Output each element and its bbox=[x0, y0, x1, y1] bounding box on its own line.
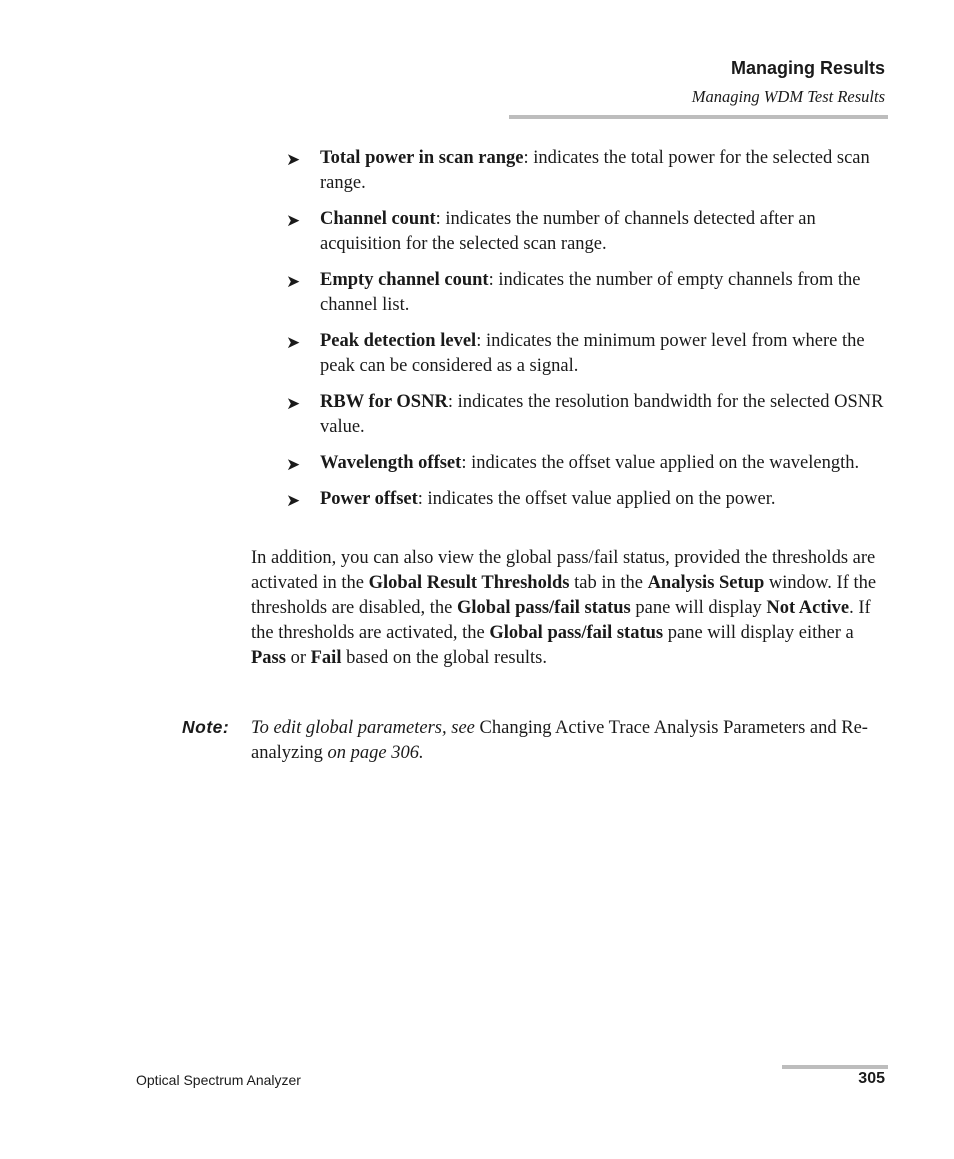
bullet-list bbox=[283, 146, 893, 523]
bullet-term: RBW for OSNR bbox=[320, 392, 448, 412]
bullet-description: : indicates the resolution bandwidth for the selected OSNR value. bbox=[320, 392, 884, 437]
note-text bbox=[251, 716, 891, 766]
bullet-term: Wavelength offset bbox=[320, 453, 462, 473]
bullet-term: Peak detection level bbox=[320, 331, 477, 351]
paragraph-text: or bbox=[285, 648, 311, 668]
arrowhead-right-icon: ➤ bbox=[286, 455, 301, 474]
bullet-description: : indicates the offset value applied on the power. bbox=[417, 489, 776, 509]
header-rule bbox=[509, 115, 888, 119]
list-item bbox=[283, 451, 893, 476]
bullet-term: Empty channel count bbox=[320, 270, 489, 290]
bullet-term: Total power in scan range bbox=[320, 148, 524, 168]
arrowhead-right-icon: ➤ bbox=[286, 394, 301, 413]
header-title: Managing Results bbox=[730, 58, 885, 78]
arrowhead-right-icon: ➤ bbox=[286, 272, 301, 291]
note-page-ref: on page 306. bbox=[327, 743, 424, 763]
bullet-description: : indicates the minimum power level from where the peak can be considered as a signal. bbox=[320, 331, 865, 376]
paragraph-bold: Global Result Thresholds bbox=[368, 573, 570, 593]
paragraph-bold: Global pass/fail status bbox=[457, 598, 631, 618]
arrowhead-right-icon: ➤ bbox=[286, 491, 301, 510]
paragraph-text: tab in the bbox=[569, 573, 648, 593]
paragraph-bold: Not Active bbox=[766, 598, 850, 618]
arrowhead-right-icon: ➤ bbox=[286, 333, 301, 352]
list-item bbox=[283, 207, 893, 257]
list-item bbox=[283, 390, 893, 440]
paragraph-text: pane will display either a bbox=[663, 623, 854, 643]
paragraph-text: pane will display bbox=[630, 598, 767, 618]
bullet-description: : indicates the number of channels detected after an acquisition for the selected scan range. bbox=[320, 209, 816, 254]
bullet-term: Channel count bbox=[320, 209, 436, 229]
bullet-description: : indicates the number of empty channels from the channel list. bbox=[320, 270, 861, 315]
paragraph-bold: Pass bbox=[251, 648, 286, 668]
list-item bbox=[283, 487, 893, 512]
note-intro: To edit global parameters, see bbox=[251, 718, 475, 738]
footer-rule bbox=[782, 1065, 888, 1069]
cross-reference-link[interactable]: Changing Active Trace Analysis Parameters and Re-analyzing bbox=[251, 718, 868, 763]
footer-product-name: Optical Spectrum Analyzer bbox=[136, 1072, 301, 1088]
list-item bbox=[283, 329, 893, 379]
paragraph-text: . If the thresholds are activated, the bbox=[251, 598, 871, 643]
paragraph-text: based on the global results. bbox=[341, 648, 547, 668]
header-subtitle: Managing WDM Test Results bbox=[691, 87, 885, 106]
paragraph-bold: Fail bbox=[310, 648, 342, 668]
paragraph-bold: Global pass/fail status bbox=[489, 623, 664, 643]
body-paragraph bbox=[251, 546, 891, 671]
arrowhead-right-icon: ➤ bbox=[286, 211, 301, 230]
list-item bbox=[283, 268, 893, 318]
list-item bbox=[283, 146, 893, 196]
arrowhead-right-icon: ➤ bbox=[286, 150, 301, 169]
bullet-term: Power offset bbox=[320, 489, 418, 509]
bullet-description: : indicates the total power for the selected scan range. bbox=[320, 148, 870, 193]
paragraph-text: In addition, you can also view the global pass/fail status, provided the thresholds are activated in the bbox=[251, 548, 876, 593]
note-label: Note: bbox=[182, 717, 230, 737]
bullet-description: : indicates the offset value applied on the wavelength. bbox=[461, 453, 860, 473]
paragraph-bold: Analysis Setup bbox=[647, 573, 765, 593]
paragraph-text: window. If the thresholds are disabled, the bbox=[251, 573, 877, 618]
page-number: 305 bbox=[858, 1070, 885, 1087]
